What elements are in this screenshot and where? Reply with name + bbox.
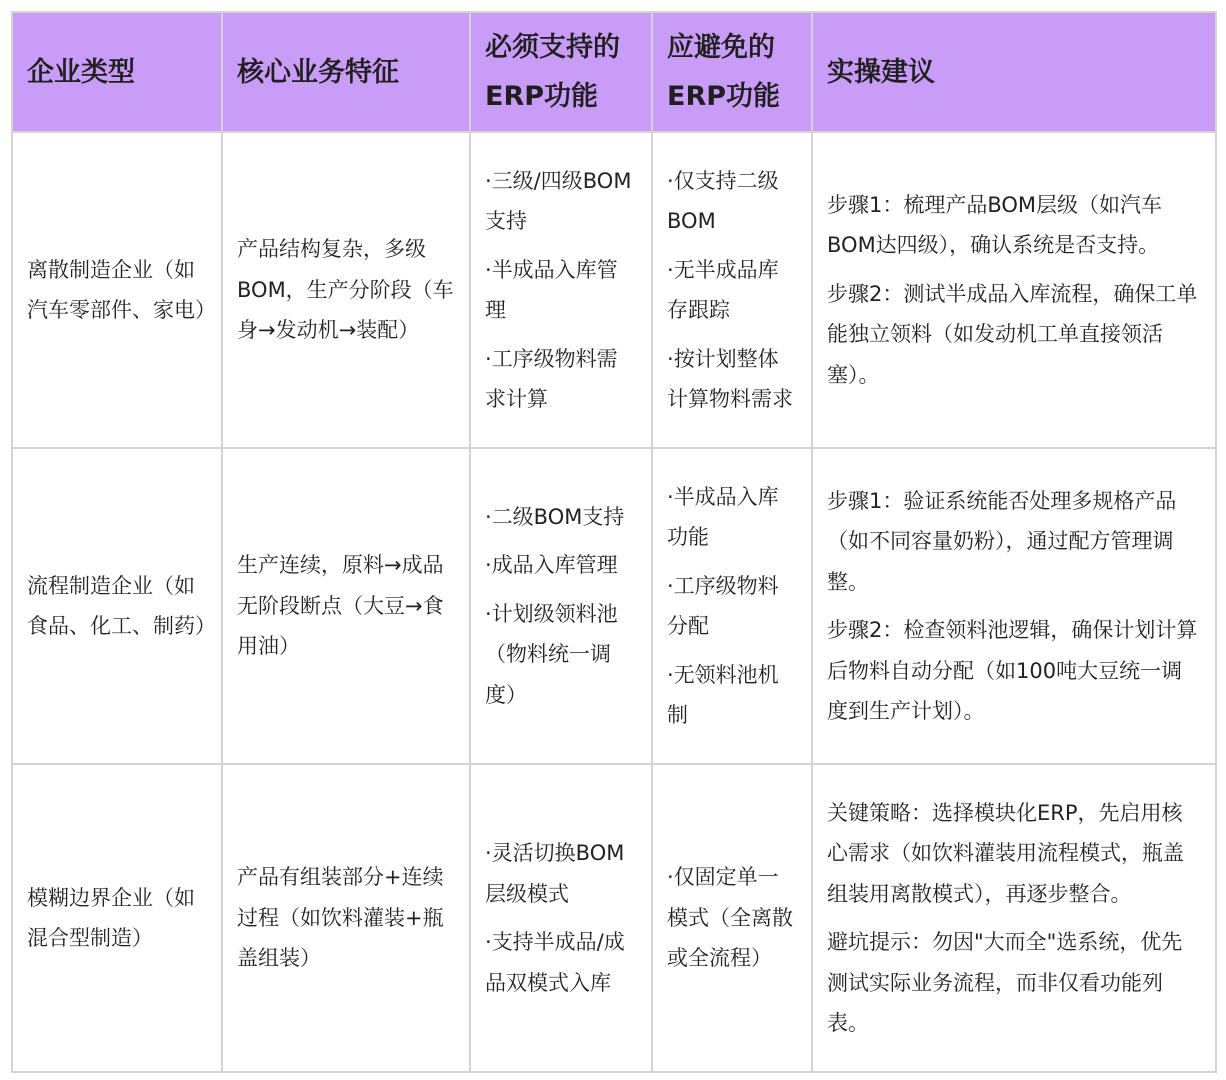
header-row — [12, 12, 1216, 132]
header-enterprise-type: 企业类型 — [12, 12, 222, 132]
must-item: · 半成品入库管理 — [485, 250, 637, 331]
cell-advice — [812, 448, 1216, 764]
cell-must-support — [470, 448, 652, 764]
must-item: · 二级BOM支持 — [485, 497, 637, 538]
cell-should-avoid — [652, 132, 812, 448]
cell-enterprise-type: 流程制造企业（如食品、化工、制药） — [12, 448, 222, 764]
avoid-item: · 按计划整体计算物料需求 — [667, 339, 797, 420]
cell-must-support — [470, 132, 652, 448]
must-item: · 计划级领料池（物料统一调度） — [485, 594, 637, 716]
must-item: · 三级/四级BOM支持 — [485, 161, 637, 242]
header-core-feature: 核心业务特征 — [222, 12, 470, 132]
must-item: · 工序级物料需求计算 — [485, 339, 637, 420]
avoid-item: · 仅支持二级BOM — [667, 161, 797, 242]
avoid-item: · 工序级物料分配 — [667, 566, 797, 647]
cell-should-avoid — [652, 448, 812, 764]
must-item: · 支持半成品/成品双模式入库 — [485, 922, 637, 1003]
cell-core-feature: 产品结构复杂，多级BOM，生产分阶段（车身→发动机→装配） — [222, 132, 470, 448]
table-row — [12, 132, 1216, 448]
cell-advice — [812, 764, 1216, 1072]
avoid-item: · 仅固定单一模式（全离散或全流程） — [667, 857, 797, 979]
header-must-support: 必须支持的ERP功能 — [470, 12, 652, 132]
advice-item: 步骤1：验证系统能否处理多规格产品（如不同容量奶粉），通过配方管理调整。 — [827, 488, 1177, 594]
avoid-item: · 半成品入库功能 — [667, 477, 797, 558]
must-item: · 灵活切换BOM层级模式 — [485, 833, 637, 914]
advice-item: 步骤2：测试半成品入库流程，确保工单能独立领料（如发动机工单直接领活塞）。 — [827, 281, 1198, 387]
advice-item: 避坑提示：勿因"大而全"选系统，优先测试实际业务流程，而非仅看功能列表。 — [827, 930, 1183, 1035]
table-row — [12, 764, 1216, 1072]
advice-item: 步骤1：梳理产品BOM层级（如汽车BOM达四级），确认系统是否支持。 — [827, 192, 1163, 258]
cell-enterprise-type: 离散制造企业（如汽车零部件、家电） — [12, 132, 222, 448]
avoid-item: · 无领料池机制 — [667, 655, 797, 736]
cell-core-feature: 生产连续，原料→成品无阶段断点（大豆→食用油） — [222, 448, 470, 764]
must-item: · 成品入库管理 — [485, 545, 637, 586]
table-row — [12, 448, 1216, 764]
cell-enterprise-type: 模糊边界企业（如混合型制造） — [12, 764, 222, 1072]
cell-must-support — [470, 764, 652, 1072]
advice-item: 关键策略：选择模块化ERP，先启用核心需求（如饮料灌装用流程模式，瓶盖组装用离散模式），再逐步整合。 — [827, 800, 1184, 906]
avoid-item: · 无半成品库存跟踪 — [667, 250, 797, 331]
header-should-avoid: 应避免的ERP功能 — [652, 12, 812, 132]
cell-should-avoid — [652, 764, 812, 1072]
advice-item: 步骤2：检查领料池逻辑，确保计划计算后物料自动分配（如100吨大豆统一调度到生产计划）。 — [827, 618, 1198, 723]
cell-advice — [812, 132, 1216, 448]
erp-comparison-table — [11, 11, 1217, 1073]
cell-core-feature: 产品有组装部分+连续过程（如饮料灌装+瓶盖组装） — [222, 764, 470, 1072]
header-advice: 实操建议 — [812, 12, 1216, 132]
